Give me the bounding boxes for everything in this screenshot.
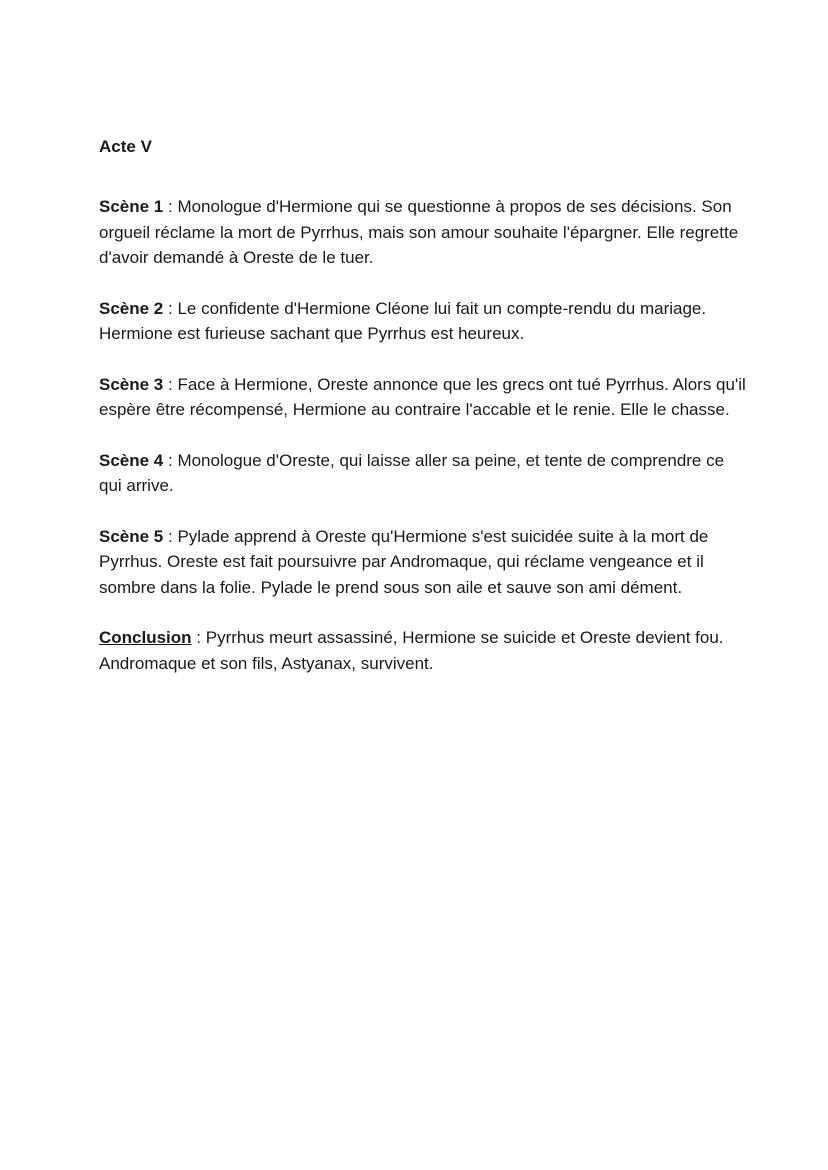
scene-5-text: Pylade apprend à Oreste qu'Hermione s'est suicidée suite à la mort de Pyrrhus. Oreste est fait poursuivre par Andromaque, qui réclame vengeance et il sombre dans la folie. Pylade le prend sous son aile et sauve son ami dément. — [99, 526, 709, 597]
scene-1-separator: : — [163, 197, 178, 216]
scene-4-separator: : — [163, 450, 178, 470]
conclusion-label: Conclusion — [99, 628, 192, 647]
scene-5-paragraph — [99, 524, 749, 601]
scene-2-separator: : — [163, 298, 178, 318]
scene-5-separator: : — [163, 526, 178, 546]
scene-3-label: Scène 3 — [99, 374, 164, 394]
scene-4-label: Scène 4 — [99, 450, 164, 470]
document-page — [99, 134, 749, 701]
scene-4-text: Monologue d'Oreste, qui laisse aller sa peine, et tente de comprendre ce qui arrive. — [99, 450, 725, 495]
scene-2-paragraph — [99, 296, 749, 347]
scene-2-text: Le confidente d'Hermione Cléone lui fait un compte-rendu du mariage. Hermione est furieuse sachant que Pyrrhus est heureux. — [99, 298, 707, 343]
scene-4-paragraph — [99, 448, 749, 499]
conclusion-text: Pyrrhus meurt assassiné, Hermione se suicide et Oreste devient fou. Andromaque et son fils, Astyanax, survivent. — [99, 628, 724, 673]
scene-2-label: Scène 2 — [99, 298, 164, 318]
scene-3-paragraph — [99, 372, 749, 423]
scene-1-text: Monologue d'Hermione qui se questionne à propos de ses décisions. Son orgueil réclame la mort de Pyrrhus, mais son amour souhaite l'épargner. Elle regrette d'avoir demandé à Oreste de le tuer. — [99, 197, 739, 267]
scene-3-separator: : — [163, 374, 178, 394]
conclusion-paragraph — [99, 625, 749, 676]
scene-5-label: Scène 5 — [99, 526, 164, 546]
act-title: Acte V — [99, 137, 152, 156]
scene-1-label: Scène 1 — [99, 197, 164, 216]
scene-1-paragraph — [99, 194, 749, 271]
scene-3-text: Face à Hermione, Oreste annonce que les grecs ont tué Pyrrhus. Alors qu'il espère être récompensé, Hermione au contraire l'accable et le renie. Elle le chasse. — [99, 374, 746, 419]
conclusion-separator: : — [191, 628, 206, 647]
